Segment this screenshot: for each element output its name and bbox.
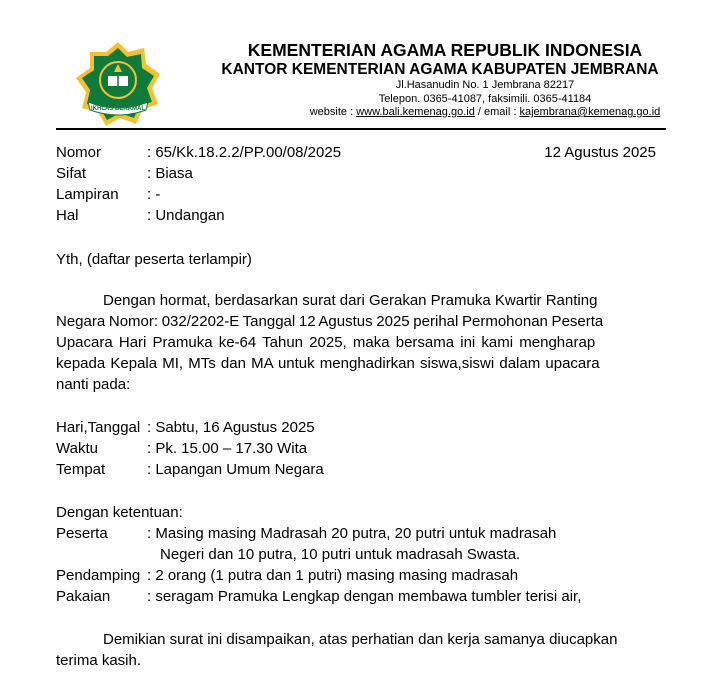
sifat-label: Sifat xyxy=(56,165,87,182)
tempat-value: : Lapangan Umum Negara xyxy=(147,461,324,478)
para1-line1: Dengan hormat, berdasarkan surat dari Gerakan Pramuka Kwartir Ranting xyxy=(103,292,598,309)
para1-line5: nanti pada: xyxy=(56,376,131,393)
website-label: website : xyxy=(309,106,357,118)
letterhead xyxy=(170,40,680,120)
pendamping-label: Pendamping xyxy=(56,567,141,584)
email-link[interactable]: kajembrana@kemenag.go.id xyxy=(519,106,661,118)
lampiran-label: Lampiran xyxy=(56,186,119,203)
sifat-value: : Biasa xyxy=(147,165,193,182)
hal-value: : Undangan xyxy=(147,207,225,224)
closing-line1: Demikian surat ini disampaikan, atas perhatian dan kerja samanya diucapkan xyxy=(103,631,618,648)
nomor-value: : 65/Kk.18.2.2/PP.00/08/2025 xyxy=(147,144,342,161)
header-divider xyxy=(56,128,666,130)
peserta-value-line2: Negeri dan 10 putra, 10 putri untuk madrasah Swasta. xyxy=(160,546,521,563)
terms-intro: Dengan ketentuan: xyxy=(56,504,183,521)
closing-line2: terima kasih. xyxy=(56,652,142,669)
logo-motto: IKHLAS BERAMAL xyxy=(91,106,145,112)
tempat-label: Tempat xyxy=(56,461,106,478)
hari-label: Hari,Tanggal xyxy=(56,419,141,436)
peserta-value-line1: : Masing masing Madrasah 20 putra, 20 putri untuk madrasah xyxy=(147,525,557,542)
pakaian-value: : seragam Pramuka Lengkap dengan membawa tumbler terisi air, xyxy=(147,588,582,605)
nomor-label: Nomor xyxy=(56,144,102,161)
email-label: / email : xyxy=(474,106,520,118)
letterhead-subtitle: KANTOR KEMENTERIAN AGAMA KABUPATEN JEMBRANA xyxy=(221,61,659,78)
letterhead-phone: Telepon. 0365-41087, faksimili. 0365-41184 xyxy=(378,92,592,105)
lampiran-value: : - xyxy=(147,186,161,203)
letterhead-address: Jl.Hasanudin No. 1 Jembrana 82217 xyxy=(395,79,575,91)
letter-date: 12 Agustus 2025 xyxy=(544,144,656,161)
pendamping-value: : 2 orang (1 putra dan 1 putri) masing masing madrasah xyxy=(147,567,519,584)
website-link[interactable]: www.bali.kemenag.go.id xyxy=(356,106,475,118)
letterhead-contact xyxy=(170,106,680,120)
para1-line2: Negara Nomor: 032/2202-E Tanggal 12 Agustus 2025 perihal Permohonan Peserta xyxy=(56,313,604,330)
waktu-value: : Pk. 15.00 – 17.30 Wita xyxy=(147,440,308,457)
letterhead-title: KEMENTERIAN AGAMA REPUBLIK INDONESIA xyxy=(247,40,643,60)
hal-label: Hal xyxy=(56,207,79,224)
waktu-label: Waktu xyxy=(56,440,98,457)
kemenag-logo xyxy=(72,40,164,128)
recipient: Yth, (daftar peserta terlampir) xyxy=(56,251,252,268)
para1-line4: kepada Kepala MI, MTs dan MA untuk menghadirkan siswa,siswi dalam upacara xyxy=(56,355,600,372)
pakaian-label: Pakaian xyxy=(56,588,111,605)
peserta-label: Peserta xyxy=(56,525,108,542)
para1-line3: Upacara Hari Pramuka ke-64 Tahun 2025, maka bersama ini kami mengharap xyxy=(56,334,596,351)
hari-value: : Sabtu, 16 Agustus 2025 xyxy=(147,419,315,436)
